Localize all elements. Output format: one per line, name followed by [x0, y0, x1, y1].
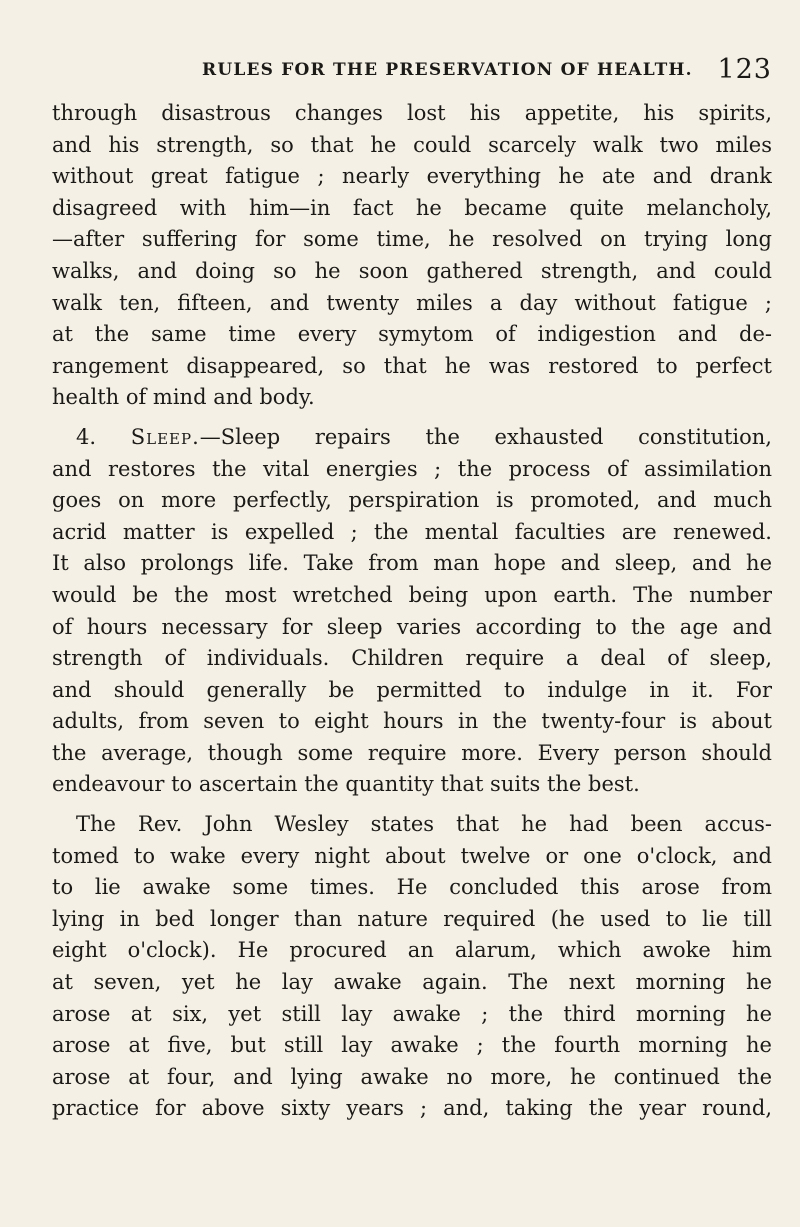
text-line: arose at six, yet still lay awake ; the third morning he: [52, 1001, 772, 1026]
text-line: goes on more perfectly, perspiration is promoted, and much: [52, 488, 772, 513]
text-line: strength of individuals. Children require a deal of sleep,: [52, 646, 772, 671]
text-line: lying in bed longer than nature required (he used to lie till: [52, 906, 772, 931]
text-line: without great fatigue ; nearly everything he ate and drank: [52, 164, 772, 189]
text-line: and should generally be permitted to indulge in it. For: [52, 677, 772, 702]
running-title: RULES FOR THE PRESERVATION OF HEALTH.: [202, 60, 693, 80]
text-line: walk ten, fifteen, and twenty miles a day without fatigue ;: [52, 290, 772, 315]
paragraph-continued: [52, 98, 772, 414]
text-line: —after suffering for some time, he resolved on trying long: [52, 227, 772, 252]
text-line: tomed to wake every night about twelve or one o'clock, and: [52, 843, 772, 868]
text-line: The Rev. John Wesley states that he had been accus-: [76, 812, 772, 837]
page-number: 123: [717, 54, 772, 85]
text-line: practice for above sixty years ; and, taking the year round,: [52, 1096, 772, 1121]
text-line: arose at five, but still lay awake ; the fourth morning he: [52, 1033, 772, 1058]
text-line: and restores the vital energies ; the process of assimilation: [52, 456, 772, 481]
text-line: and his strength, so that he could scarcely walk two miles: [52, 132, 772, 157]
text-line: It also prolongs life. Take from man hope and sleep, and he: [52, 551, 772, 576]
text-line: acrid matter is expelled ; the mental faculties are renewed.: [52, 519, 772, 544]
text-line: health of mind and body.: [52, 385, 315, 410]
text-line: eight o'clock). He procured an alarum, which awoke him: [52, 938, 772, 963]
text-line: of hours necessary for sleep varies according to the age and: [52, 614, 772, 639]
section-first-line-text: —Sleep repairs the exhausted constitution,: [199, 424, 772, 449]
paragraph-wesley: [52, 809, 772, 1125]
text-line: adults, from seven to eight hours in the twenty-four is about: [52, 709, 772, 734]
text-line: through disastrous changes lost his appetite, his spirits,: [52, 101, 772, 125]
text-line: disagreed with him—in fact he became quite melancholy,: [52, 195, 772, 220]
text-line: to lie awake some times. He concluded this arose from: [52, 875, 772, 900]
text-line: at the same time every symytom of indigestion and de-: [52, 322, 772, 347]
section-heading: Sleep.: [130, 424, 200, 449]
paragraph-sleep: [52, 422, 772, 801]
text-line: the average, though some require more. Every person should: [52, 740, 772, 765]
text-line: at seven, yet he lay awake again. The next morning he: [52, 970, 772, 995]
running-header: [52, 54, 772, 98]
text-line: endeavour to ascertain the quantity that suits the best.: [52, 772, 640, 797]
section-first-line: [52, 422, 772, 454]
section-number: 4.: [76, 424, 97, 449]
text-line: would be the most wretched being upon earth. The number: [52, 582, 772, 607]
text-line: walks, and doing so he soon gathered strength, and could: [52, 258, 772, 283]
text-line: rangement disappeared, so that he was restored to perfect: [52, 353, 772, 378]
text-line: arose at four, and lying awake no more, he continued the: [52, 1064, 772, 1089]
book-page: [52, 54, 772, 1125]
